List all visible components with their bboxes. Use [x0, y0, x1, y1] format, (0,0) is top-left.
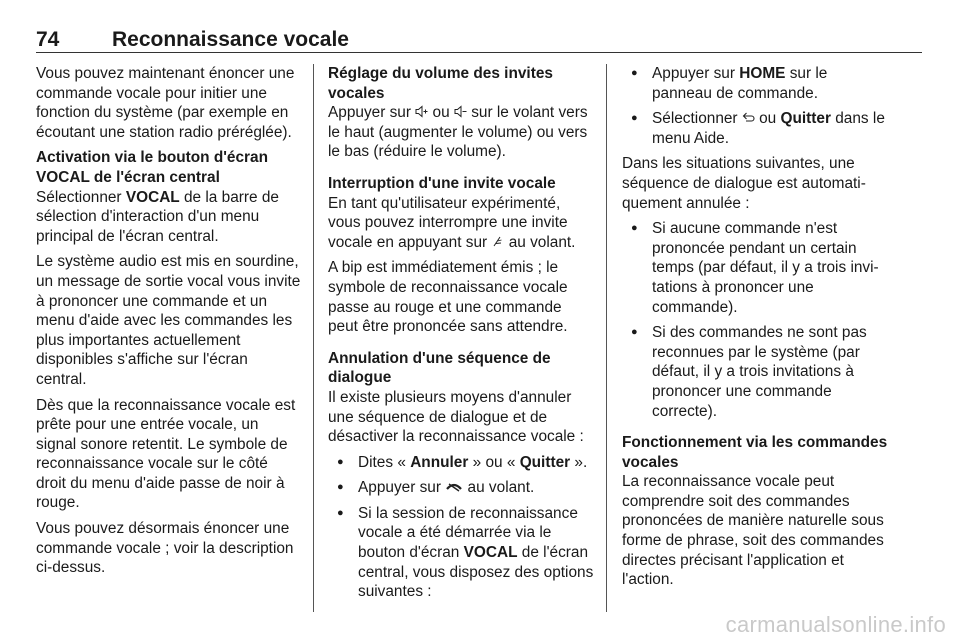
text-run: Sélectionner	[652, 110, 742, 128]
section-heading: Annulation d'une séquence de dialogue	[328, 349, 551, 387]
text-run: ou	[428, 104, 454, 122]
bold-term: Annuler	[410, 453, 469, 471]
page-number: 74	[36, 28, 60, 51]
text-run: Appuyer sur	[358, 479, 446, 497]
paragraph	[328, 194, 594, 253]
column-divider-1	[313, 64, 314, 612]
section-heading: Activation via le bouton d'écran VOCAL de l'écran central	[36, 149, 268, 186]
page-title: Reconnaissance vocale	[112, 28, 349, 51]
text-run: au volant.	[504, 233, 576, 251]
paragraph: Dès que la reconnaissance vocale est prête pour une entrée vocale, un signal sonore retentit. Le symbole de reconnaissance vocale sur le côté droit du menu d'aide passe de noir à rouge.	[36, 396, 296, 512]
list-item: ● Si des commandes ne sont pas reconnues par le système (par défaut, il y a trois invitations à prononcer une commande correcte).	[622, 323, 888, 421]
paragraph	[328, 103, 594, 162]
column-2	[328, 64, 594, 608]
section-heading: Fonctionnement via les commandes vocales	[622, 434, 888, 471]
list-item	[328, 478, 594, 498]
voice-command-icon	[491, 235, 504, 248]
text-run: sur le volant vers le haut (augmenter le volume) ou vers le bas (réduire le volume).	[328, 104, 588, 161]
bold-term: Quitter	[780, 110, 831, 128]
header-divider	[36, 52, 922, 53]
list-item	[328, 453, 594, 473]
text-run: de l'écran central, vous disposez des options suivantes :	[358, 544, 594, 601]
text-run: ou	[754, 110, 781, 128]
text-run: Sélectionner	[36, 188, 126, 206]
section-heading: Interruption d'une invite vocale	[328, 174, 556, 192]
text-run: En tant qu'utilisateur expérimenté, vous pouvez interrompre une invite vocale en appuyant sur	[328, 194, 568, 251]
watermark: carmanualsonline.info	[725, 612, 946, 637]
column-divider-2	[606, 64, 607, 612]
paragraph: Le système audio est mis en sourdine, un message de sortie vocal vous invite à prononcer une commande et un menu d'aide avec les commandes les plus importantes actuellement disponibles s'affiche sur l'écran central.	[36, 253, 301, 388]
paragraph: La reconnaissance vocale peut comprendre soit des commandes prononcées de manière naturelle sous forme de phrase, soit des commandes directes précisant l'application et l'action.	[622, 473, 884, 589]
text-run: dans le menu Aide.	[652, 110, 885, 147]
section-heading: Réglage du volume des invites vocales	[328, 65, 553, 102]
paragraph: Dans les situations suivantes, une séquence de dialogue est automatiquement annulée :	[622, 155, 866, 212]
back-arrow-icon	[742, 111, 755, 124]
bold-term: Quitter	[519, 453, 571, 471]
paragraph: A bip est immédiatement émis ; le symbole de reconnaissance vocale passe au rouge et une commande peut être prononcée sans attendre.	[328, 259, 568, 336]
list-item	[622, 109, 888, 148]
paragraph	[36, 188, 302, 247]
text-run: Si la session de reconnaissance vocale a été démarrée via le bouton d'écran	[358, 504, 578, 562]
bold-term: VOCAL	[125, 188, 180, 206]
list-item: ● Si aucune commande n'est prononcée pendant un certain temps (par défaut, il y a trois invitations à prononcer une commande).	[622, 219, 888, 317]
column-1	[36, 64, 302, 584]
bullet-list	[622, 219, 888, 421]
text-run: Appuyer sur	[328, 104, 416, 122]
paragraph: Il existe plusieurs moyens d'annuler une séquence de dialogue et de désactiver la reconnaissance vocale :	[328, 388, 584, 446]
text-run: Dites «	[358, 453, 411, 471]
list-item	[328, 504, 594, 602]
text-run: de la barre de sélection d'interaction d'un menu principal de l'écran central.	[36, 188, 279, 245]
list-item	[622, 64, 888, 103]
bullet-list	[328, 453, 594, 602]
text-run: ».	[570, 453, 588, 471]
paragraph: Vous pouvez maintenant énoncer une commande vocale pour initier une fonction du système (par exemple en écoutant une station radio préréglée).	[36, 65, 295, 141]
bullet-list	[622, 64, 888, 148]
column-3	[622, 64, 888, 596]
bold-term: HOME	[739, 65, 786, 82]
text-run: sur le panneau de commande.	[652, 65, 828, 102]
paragraph: Vous pouvez désormais énoncer une commande vocale ; voir la description ci-dessus.	[36, 520, 294, 577]
bold-term: VOCAL	[463, 544, 518, 562]
text-run: Appuyer sur	[652, 65, 740, 82]
end-call-icon	[445, 480, 463, 493]
volume-down-icon	[454, 105, 467, 118]
text-run: » ou «	[468, 453, 520, 471]
text-run: au volant.	[463, 479, 535, 497]
volume-up-icon	[415, 105, 428, 118]
page-header	[36, 28, 922, 52]
